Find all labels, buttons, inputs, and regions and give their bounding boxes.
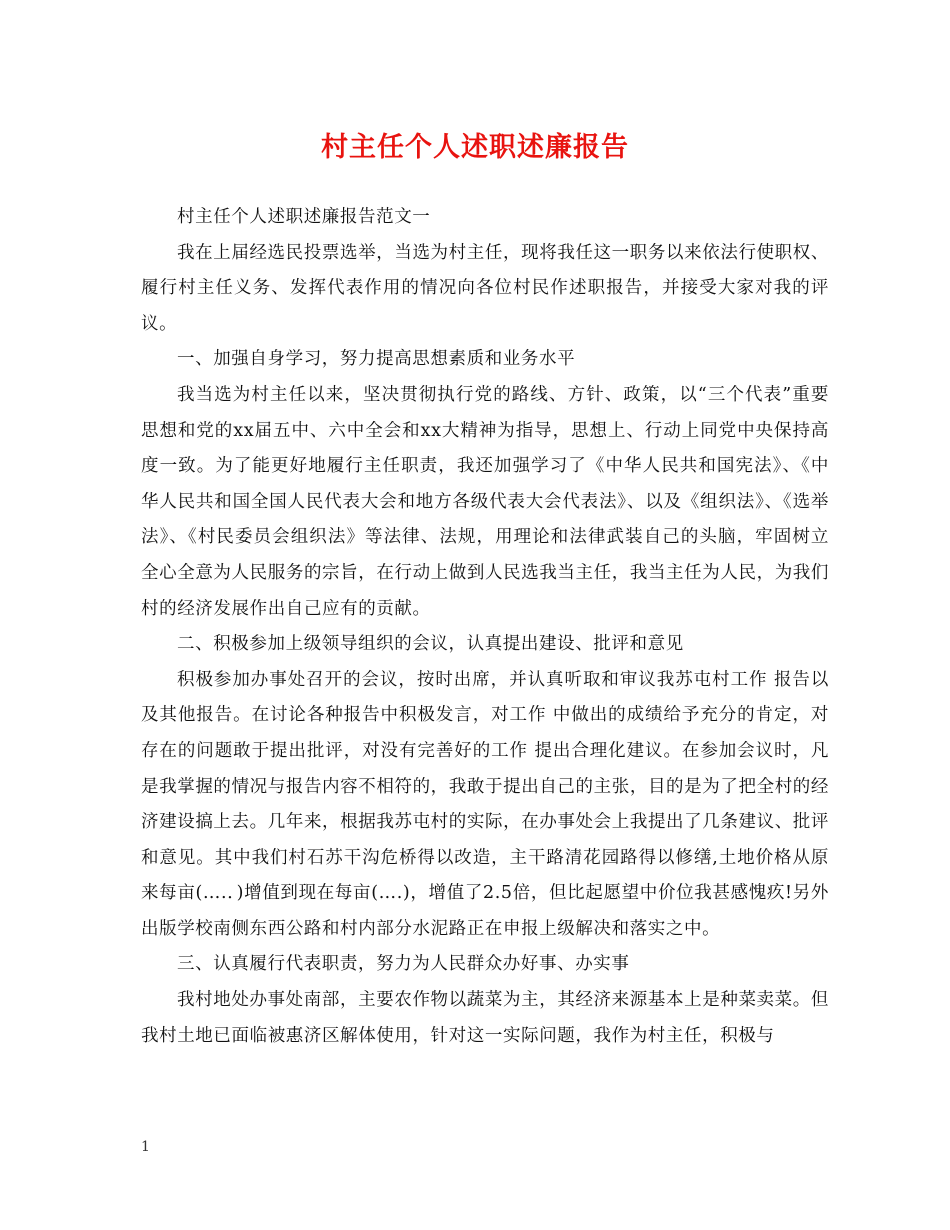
body-paragraph: 我当选为村主任以来，坚决贯彻执行党的路线、方针、政策，以“三个代表”重要思想和党的xx届五中、六中全会和xx大精神为指导，思想上、行动上同党中央保持高度一致。为了能更好地履行主任职责，我还加强学习了《中华人民共和国宪法》、《中华人民共和国全国人民代表大会和地方各级代表大会代表法》、以及《组织法》、《选举法》、《村民委员会组织法》等法律、法规，用理论和法律武装自己的头脑，牢固树立全心全意为人民服务的宗旨，在行动上做到人民选我当主任，我当主任为人民，为我们村的经济发展作出自己应有的贡献。 xyxy=(141,384,829,619)
section-heading-3: 三、认真履行代表职责，努力为人民群众办好事、办实事 xyxy=(177,954,630,975)
subtitle-paragraph: 村主任个人述职述廉报告范文一 xyxy=(177,207,431,227)
document-title: 村主任个人述职述廉报告 xyxy=(321,132,629,163)
page-number: 1 xyxy=(141,1139,150,1155)
section-heading-2: 二、积极参加上级领导组织的会议，认真提出建设、批评和意见 xyxy=(177,634,684,655)
body-paragraph: 积极参加办事处召开的会议，按时出席，并认真听取和审议我苏屯村工作 报告以及其他报告。在讨论各种报告中积极发言，对工作 中做出的成绩给予充分的肯定，对存在的问题敢于提出批评，对没有完善好的工作 提出合理化建议。在参加会议时，凡是我掌握的情况与报告内容不相符的，我敢于提出自己的主张，目的是为了把全村的经济建设搞上去。几年来，根据我苏屯村的实际，在办事处会上我提出了几条建议、批评和意见。其中我们村石苏干沟危桥得以改造，主干路清花园路得以修缮,土地价格从原来每亩(….．)增值到现在每亩(….)，增值了2.5倍，但比起愿望中价位我甚感愧疚!另外出版学校南侧东西公路和村内部分水泥路正在申报上级解决和落实之中。 xyxy=(141,669,829,939)
document-body xyxy=(141,200,829,1054)
section-heading-1: 一、加强自身学习，努力提高思想素质和业务水平 xyxy=(177,349,576,370)
intro-paragraph: 我在上届经选民投票选举，当选为村主任，现将我任这一职务以来依法行使职权、履行村主任义务、发挥代表作用的情况向各位村民作述职报告，并接受大家对我的评议。 xyxy=(141,242,829,334)
body-paragraph: 我村地处办事处南部，主要农作物以蔬菜为主，其经济来源基本上是种菜卖菜。但我村土地已面临被惠济区解体使用，针对这一实际问题，我作为村主任，积极与 xyxy=(141,990,829,1046)
